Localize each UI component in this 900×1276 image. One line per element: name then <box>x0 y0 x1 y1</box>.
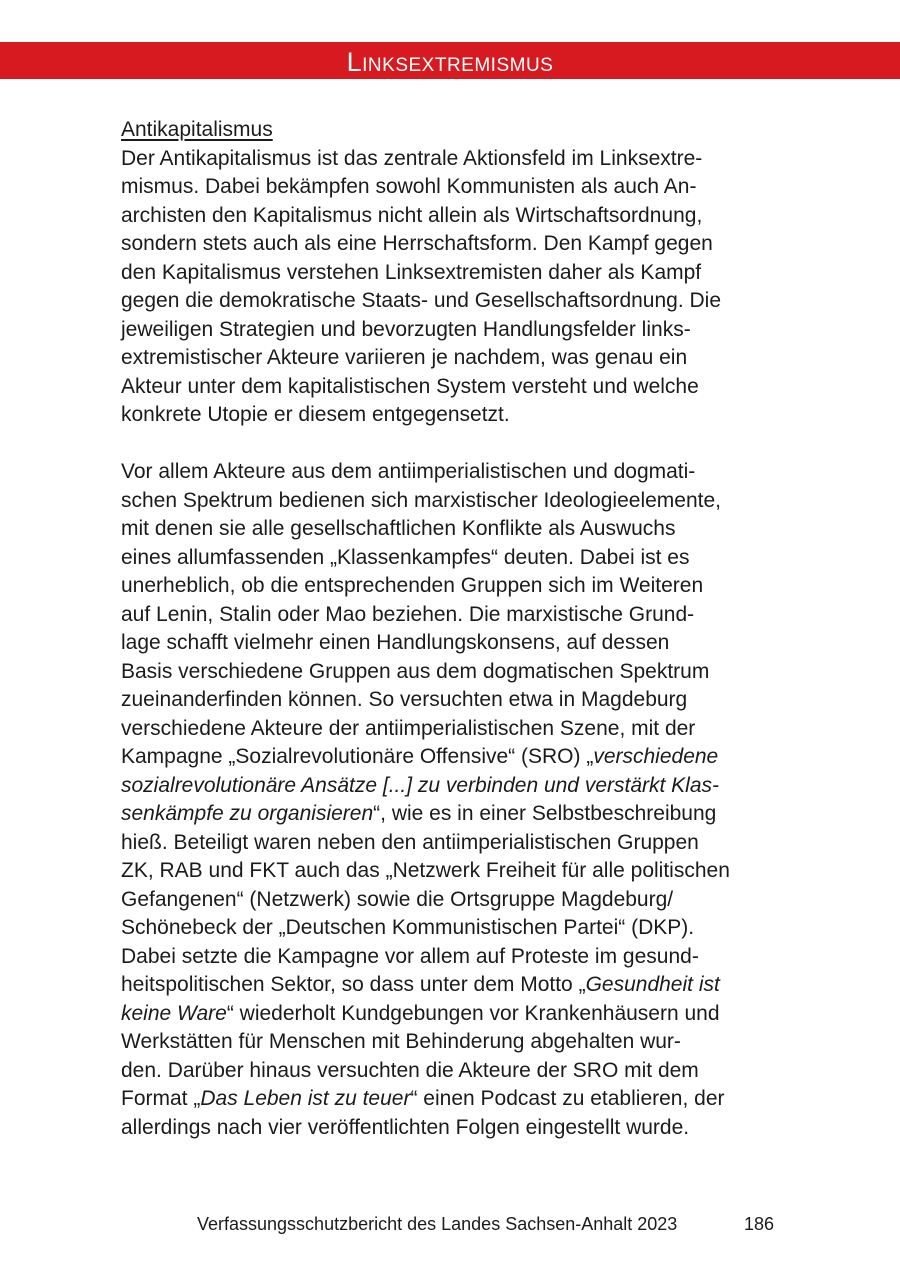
footer-report-title: Verfassungsschutzbericht des Landes Sachsen-Anhalt 2023 <box>197 1214 678 1234</box>
section-heading: Antikapitalismus <box>121 118 273 141</box>
paragraph-spacer <box>121 430 781 459</box>
chapter-header-bar <box>0 42 900 79</box>
page-number: 186 <box>744 1214 775 1234</box>
main-content <box>121 116 781 1142</box>
paragraph-2-text-e: “ wiederholt Kundgebungen vor Krankenhäusern und Werkstätten für Menschen mit Behinderung abgehalten wur- den. Darüber hinaus versuchten die Akteure der SRO mit dem Format „ <box>121 1001 720 1110</box>
podcast-title: Das Leben ist zu teuer <box>200 1087 411 1110</box>
quote-sro-self-description: verschiedene sozialrevolutionäre Ansätze [...] zu verbinden und verstärkt Klas- senkämpfe zu organisieren <box>121 745 720 825</box>
paragraph-2-text-a: Vor allem Akteure aus dem antiimperialistischen und dogmati- schen Spektrum bedienen sich marxistischer Ideologieelemente, mit denen sie alle gesellschaftlichen Konflikte als Auswuchs eines allumfassenden „Klassenkampfes“ deuten. Dabei ist es unerheblich, ob die entsprechenden Gruppen sich im Weiteren auf Lenin, Stalin oder Mao beziehen. Die marxistische Grund- lage schafft vielmehr einen Handlungskonsens, auf dessen Basis verschiedene Gruppen aus dem dogmatischen Spektrum zueinanderfinden können. So versuchten etwa in Magdeburg verschiedene Akteure der antiimperialistischen Szene, mit der Kampagne „Sozialrevolutionäre Offensive“ (SRO) „ <box>121 460 721 768</box>
chapter-title: Linksextremismus <box>346 47 554 77</box>
paragraph-1: Der Antikapitalismus ist das zentrale Aktionsfeld im Linksextre- mismus. Dabei bekämpfen sowohl Kommunisten als auch An- archisten den Kapitalismus nicht allein als Wirtschaftsordnung, sondern stets auch als eine Herrschaftsform. Den Kampf gegen den Kapitalismus verstehen Linksextremisten daher als Kampf gegen die demokratische Staats- und Gesellschaftsordnung. Die jeweiligen Strategien und bevorzugten Handlungsfelder links- extremistischer Akteure variieren je nachdem, was genau ein Akteur unter dem kapitalistischen System versteht und welche konkrete Utopie er diesem entgegensetzt. <box>121 146 722 426</box>
motto-gesundheit: Gesundheit ist keine Ware <box>121 973 720 1025</box>
paragraph-2-text-g: “ einen Podcast zu etablieren, der allerdings nach vier veröffentlichten Folgen eingestellt wurde. <box>121 1087 725 1139</box>
paragraph-2 <box>121 458 781 1142</box>
paragraph-2-text-c: “, wie es in einer Selbstbeschreibung hieß. Beteiligt waren neben den antiimperialistischen Gruppen ZK, RAB und FKT auch das „Netzwerk Freiheit für alle politischen Gefangenen“ (Netzwerk) sowie die Ortsgruppe Magdeburg/ Schönebeck der „Deutschen Kommunistischen Partei“ (DKP). Dabei setzte die Kampagne vor allem auf Proteste im gesund- heitspolitischen Sektor, so dass unter dem Motto „ <box>121 802 730 996</box>
